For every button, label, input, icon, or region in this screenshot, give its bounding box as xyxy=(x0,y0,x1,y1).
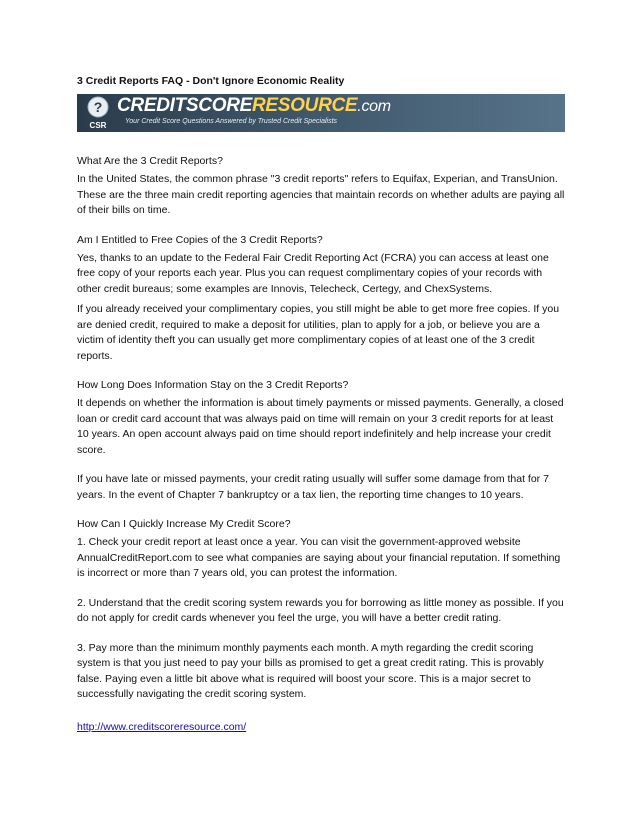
faq-question: Am I Entitled to Free Copies of the 3 Credit Reports? xyxy=(77,233,323,246)
svg-text:?: ? xyxy=(93,99,103,115)
document-title: 3 Credit Reports FAQ - Don't Ignore Economic Reality xyxy=(77,75,345,87)
faq-paragraph: If you already received your complimentary copies, you still might be able to get more free copies. If you are denied credit, required to make a deposit for utilities, plan to apply for a job, or believe you are a victim of identity theft you can usually get more complimentary copies of at least one of the 3 credit reports. xyxy=(77,303,560,362)
csr-logo-icon xyxy=(83,96,113,130)
svg-text:CSR: CSR xyxy=(89,121,107,130)
faq-section xyxy=(77,233,567,365)
faq-paragraph: It depends on whether the information is about timely payments or missed payments. Generally, a closed loan or credit card account that was always paid on time will remain on your 3 credit reports for at least 10 years. An open account always paid on time should report indefinitely and help increase your credit score. xyxy=(77,397,564,456)
banner-tagline: Your Credit Score Questions Answered by Trusted Credit Specialists xyxy=(125,118,338,125)
faq-paragraph: 2. Understand that the credit scoring system rewards you for borrowing as little money as possible. If you do not apply for credit cards whenever you feel the urge, you will have a better credit rating. xyxy=(77,596,564,624)
brand-domain: .com xyxy=(357,98,391,115)
faq-paragraph: 3. Pay more than the minimum monthly payments each month. A myth regarding the credit scoring system is that you just need to pay your bills as promised to get a great credit rating. This is provably false. Paying even a little bit above what is required will boost your score. This is a major secret to successfully navigating the credit scoring system. xyxy=(77,641,544,700)
brand-accent: RESOURCE xyxy=(252,95,358,116)
faq-sections xyxy=(77,154,567,703)
faq-question: What Are the 3 Credit Reports? xyxy=(77,155,223,167)
brand-main: CREDITSCORE xyxy=(117,95,252,116)
faq-paragraph: If you have late or missed payments, your credit rating usually will suffer some damage from that for 7 years. In the event of Chapter 7 bankruptcy or a tax lien, the reporting time changes to 10 years. xyxy=(77,473,549,501)
faq-paragraph: In the United States, the common phrase "3 credit reports" refers to Equifax, Experian, and TransUnion. These are the three main credit reporting agencies that maintain records on whether adults are paying all of their bills on time. xyxy=(77,173,565,216)
faq-section xyxy=(77,378,567,458)
faq-paragraph: 1. Check your credit report at least once a year. You can visit the government-approved website AnnualCreditReport.com to see what companies are saying about your financial reputation. If something is incorrect or more than 7 years old, you can protest the information. xyxy=(77,536,561,579)
site-banner xyxy=(77,94,565,132)
site-link[interactable]: http://www.creditscoreresource.com/ xyxy=(77,720,247,733)
faq-section xyxy=(77,641,567,703)
faq-section xyxy=(77,472,567,503)
faq-section xyxy=(77,517,567,582)
banner-brand xyxy=(117,95,391,118)
faq-question: How Long Does Information Stay on the 3 Credit Reports? xyxy=(77,379,349,391)
faq-section xyxy=(77,154,567,219)
faq-question: How Can I Quickly Increase My Credit Score? xyxy=(77,518,291,530)
faq-paragraph: Yes, thanks to an update to the Federal Fair Credit Reporting Act (FCRA) you can access at least one free copy of your reports each year. Plus you can request complimentary copies of your records with other credit bureaus; some examples are Innovis, Telecheck, Certegy, and ChexSystems. xyxy=(77,251,549,295)
faq-section xyxy=(77,596,567,627)
document-content xyxy=(77,75,567,735)
